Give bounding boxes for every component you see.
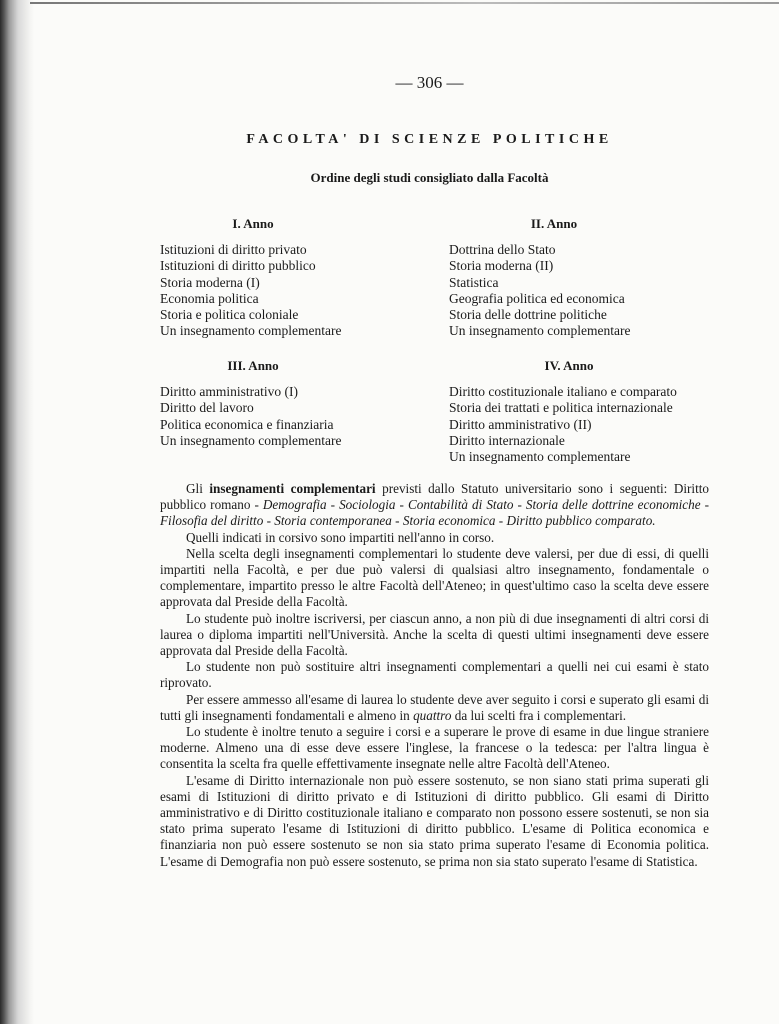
course-item: Un insegnamento complementare — [449, 323, 631, 339]
course-list — [449, 242, 689, 340]
course-item: Storia e politica coloniale — [160, 307, 299, 323]
year-heading: I. Anno — [232, 216, 274, 231]
course-item: Diritto costituzionale italiano e comparato — [449, 384, 677, 399]
course-item: Diritto amministrativo (II) — [449, 416, 592, 432]
course-item: Diritto internazionale — [449, 432, 565, 448]
year-1-block — [160, 216, 390, 340]
course-item: Un insegnamento complementare — [160, 323, 342, 339]
year-heading: III. Anno — [227, 358, 279, 373]
course-item: Storia delle dottrine politiche — [449, 307, 607, 323]
page-top-edge — [30, 2, 779, 4]
course-item: Diritto del lavoro — [160, 400, 254, 416]
paragraph: L'esame di Diritto internazionale non può essere sostenuto, se non siano stati prima superati gli esami di Istituzioni di diritto privato e di Istituzioni di diritto pubblico. Gli esami di Diritto amministrativo e di Diritto costituzionale italiano e comparato non possono essere sostenuti, se non sia stato prima superato l'esame di Istituzioni di diritto pubblico. L'esame di Politica economica e finanziaria non può essere sostenuto se non sia stato prima superato l'esame di Economia politica. L'esame di Demografia non può essere sostenuto, se prima non sia stato superato l'esame di Statistica. — [160, 772, 709, 869]
course-item: Istituzioni di diritto privato — [160, 242, 307, 257]
bold-term: insegnamenti complementari — [209, 481, 376, 496]
faculty-title: FACOLTA' DI SCIENZE POLITICHE — [246, 132, 613, 147]
course-item: Statistica — [449, 274, 499, 290]
course-item: Diritto amministrativo (I) — [160, 384, 298, 399]
year-4-block — [449, 358, 709, 465]
course-list — [449, 384, 709, 465]
course-list — [160, 384, 390, 449]
text-span: Per essere ammesso all'esame di laurea lo studente deve aver seguito i corsi e superato gli esami di tutti gli insegnamenti fondamentali e almeno in — [160, 691, 709, 723]
paragraph: Lo studente è inoltre tenuto a seguire i corsi e a superare le prove di esame in due lingue straniere moderne. Almeno una di esse deve essere l'inglese, la francese o la tedesca: per l'altra lingua è consentita la scelta fra quelle effettivamente insegnate nelle altre Facoltà dell'Ateneo. — [160, 724, 709, 772]
paragraph: Lo studente può inoltre iscriversi, per ciascun anno, a non più di due insegnamenti di altri corsi di laurea o diploma impartiti nell'Università. Anche la scelta di questi ultimi insegnamenti deve essere approvata dal Preside della Facoltà. — [160, 610, 709, 659]
regulations-text — [160, 481, 709, 870]
paragraph: Quelli indicati in corsivo sono impartiti nell'anno in corso. — [186, 529, 495, 545]
italic-course-list: Demografia - Sociologia - Contabilità di Stato - Storia delle dottrine economiche - Filosofia del diritto - Storia contemporanea - Storia economica - Diritto pubblico comparato. — [160, 497, 709, 529]
paragraph: Lo studente non può sostituire altri insegnamenti complementari a quelli nei cui esami è stato riprovato. — [160, 659, 709, 691]
page-number: — 306 — — [395, 73, 464, 92]
year-3-block — [160, 358, 390, 449]
text-span: da lui scelti fra i complementari. — [451, 707, 627, 723]
course-item: Un insegnamento complementare — [449, 449, 631, 465]
study-plan-subtitle: Ordine degli studi consigliato dalla Facoltà — [310, 170, 549, 185]
course-list — [160, 242, 390, 340]
year-heading: II. Anno — [530, 216, 578, 231]
course-item: Storia moderna (II) — [449, 258, 554, 274]
course-item: Economia politica — [160, 290, 259, 306]
course-item: Storia moderna (I) — [160, 274, 260, 290]
text-span: previsti dallo Statuto universitario sono i seguenti: Diritto pubblico romano - — [160, 481, 710, 513]
course-item: Storia dei trattati e politica internazionale — [449, 400, 673, 416]
course-item: Istituzioni di diritto pubblico — [160, 258, 316, 274]
italic-word: quattro — [413, 707, 452, 723]
complementary-paragraph — [160, 481, 709, 530]
course-item: Geografia politica ed economica — [449, 290, 625, 306]
laurea-paragraph — [160, 692, 709, 724]
year-2-block — [449, 216, 689, 340]
text-span: Gli — [186, 481, 203, 496]
course-item: Politica economica e finanziaria — [160, 416, 334, 432]
course-item: Dottrina dello Stato — [449, 242, 556, 257]
book-binding-edge — [0, 0, 34, 1024]
course-item: Un insegnamento complementare — [160, 432, 342, 448]
year-heading: IV. Anno — [544, 358, 594, 373]
paragraph: Nella scelta degli insegnamenti complementari lo studente deve valersi, per due di essi, di quelli impartiti nella Facoltà, e per due può valersi di qualsiasi altro insegnamento, fondamentale o complementare, impartito presso le altre Facoltà dell'Ateneo; in quest'ultimo caso la scelta deve essere approvata dal Preside della Facoltà. — [160, 545, 709, 610]
